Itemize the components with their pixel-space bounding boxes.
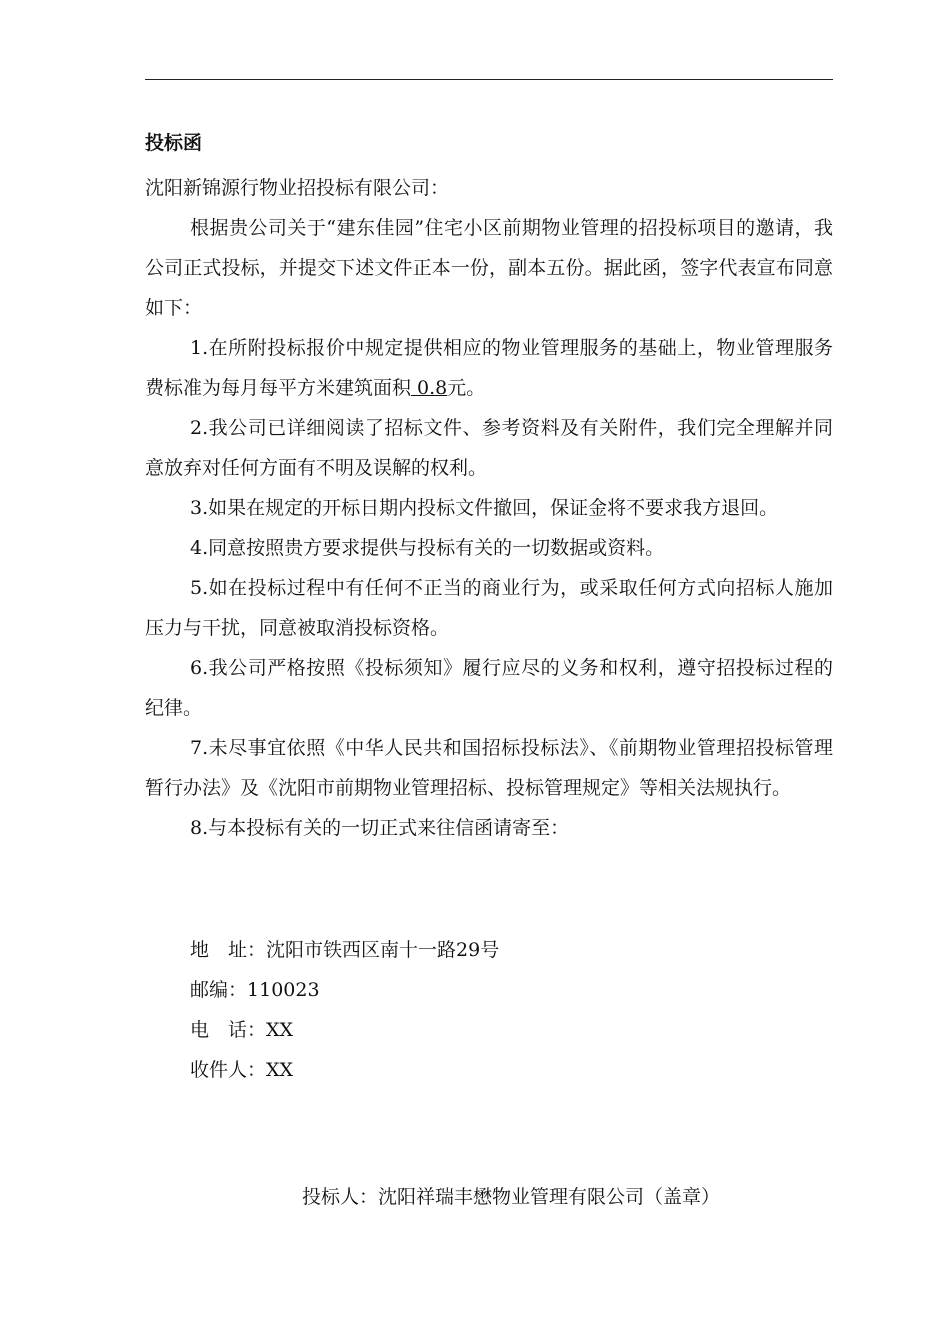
clause-1-unit: 元。 xyxy=(447,377,486,399)
letter-body xyxy=(145,168,833,848)
postcode-label: 邮编： xyxy=(190,979,248,1001)
address-value: 沈阳市铁西区南十一路29号 xyxy=(266,939,500,961)
signature-label: 投标人： xyxy=(302,1186,379,1208)
clause-8: 8.与本投标有关的一切正式来往信函请寄至： xyxy=(190,817,570,839)
signature-line xyxy=(302,1181,720,1213)
header-rule xyxy=(145,79,833,80)
clause-7: 7.未尽事宜依照《中华人民共和国招标投标法》、《前期物业管理招投标管理暂行办法》及《沈阳市前期物业管理招标、投标管理规定》等相关法规执行。 xyxy=(145,737,833,799)
recipient-label: 收件人： xyxy=(190,1059,267,1081)
clause-5: 5.如在投标过程中有任何不正当的商业行为，或采取任何方式向招标人施加压力与干扰，同意被取消投标资格。 xyxy=(145,577,833,639)
address-line xyxy=(190,930,499,970)
recipient-line xyxy=(190,1050,499,1090)
clause-6: 6.我公司严格按照《投标须知》履行应尽的义务和权利，遵守招投标过程的纪律。 xyxy=(145,657,833,719)
clause-1-text: 1.在所附投标报价中规定提供相应的物业管理服务的基础上，物业管理服务费标准为每月每平方米建筑面积 xyxy=(145,337,833,399)
phone-value: XX xyxy=(266,1019,294,1041)
clause-3: 3.如果在规定的开标日期内投标文件撤回，保证金将不要求我方退回。 xyxy=(190,497,779,519)
fee-value: 0.8 xyxy=(411,377,448,399)
contact-block xyxy=(190,930,499,1090)
phone-label: 电 话： xyxy=(190,1019,267,1041)
addressee: 沈阳新锦源行物业招投标有限公司： xyxy=(145,177,450,199)
seal-note: （盖章） xyxy=(644,1186,721,1208)
postcode-line xyxy=(190,970,499,1010)
postcode-value: 110023 xyxy=(247,979,320,1001)
document-heading: 投标函 xyxy=(145,132,203,154)
recipient-value: XX xyxy=(266,1059,294,1081)
phone-line xyxy=(190,1010,499,1050)
address-label: 地 址： xyxy=(190,939,267,961)
bidder-company: 沈阳祥瑞丰懋物业管理有限公司 xyxy=(378,1186,645,1208)
clause-4: 4.同意按照贵方要求提供与投标有关的一切数据或资料。 xyxy=(190,537,665,559)
intro-paragraph: 根据贵公司关于“建东佳园”住宅小区前期物业管理的招投标项目的邀请，我公司正式投标，并提交下述文件正本一份，副本五份。据此函，签字代表宣布同意如下： xyxy=(145,217,833,319)
clause-1 xyxy=(145,328,833,408)
clause-2: 2.我公司已详细阅读了招标文件、参考资料及有关附件，我们完全理解并同意放弃对任何方面有不明及误解的权利。 xyxy=(145,417,833,479)
